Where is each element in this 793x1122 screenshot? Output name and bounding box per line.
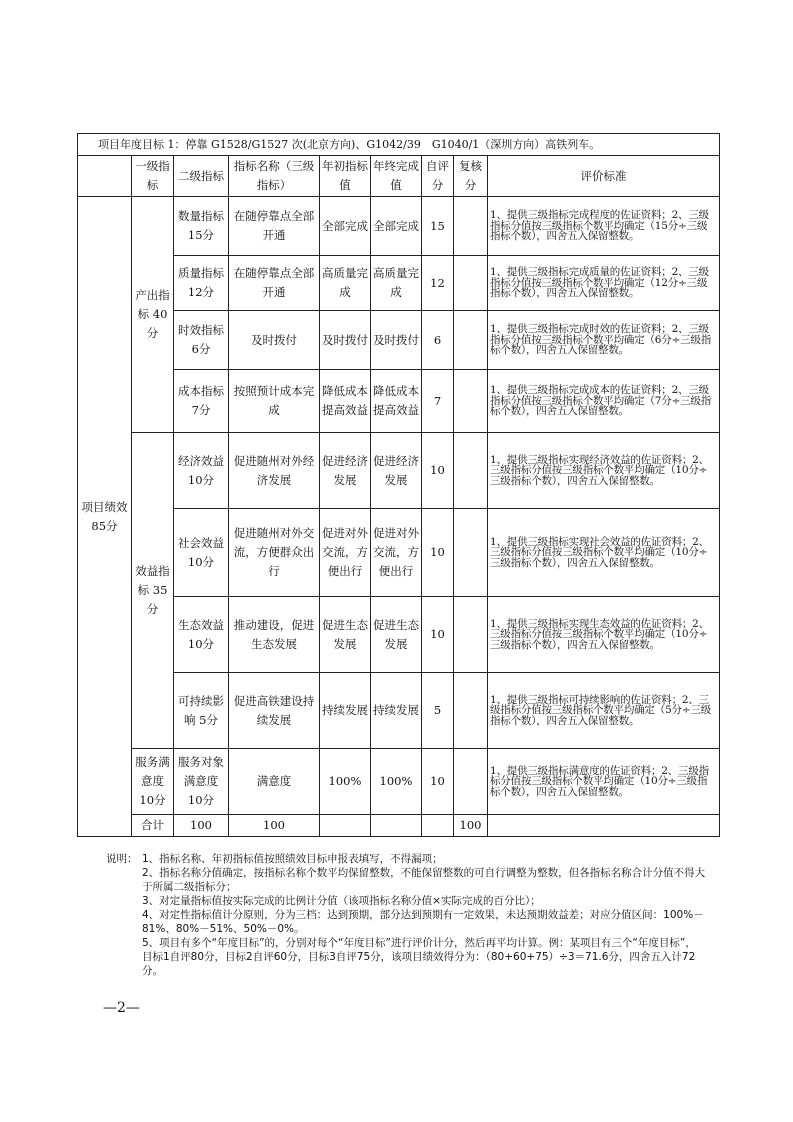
table-row (78, 673, 720, 749)
header-self: 自评分 (422, 156, 454, 197)
level2-cell: 成本指标 7分 (174, 370, 229, 433)
total-label: 合计 (132, 815, 174, 837)
level2-cell: 数量指标 15分 (174, 197, 229, 256)
total-row (78, 815, 720, 837)
header-row (78, 156, 720, 197)
initial-cell: 及时拨付 (320, 311, 371, 370)
table-title: 项目年度目标 1：停靠 G1528/G1527 次(北京方向)、G1042/39 G1040/1（深圳方向）高铁列车。 (78, 134, 720, 156)
total-empty (488, 815, 720, 837)
review-cell (454, 597, 488, 673)
self-score-cell: 6 (422, 311, 454, 370)
criteria-cell: 1、提供三级指标完成质量的佐证资料；2、三级指标分值按三级指标个数平均确定（12分÷三级指标个数），四舍五入保留整数。 (488, 256, 720, 311)
table-row (78, 597, 720, 673)
self-score-cell: 10 (422, 509, 454, 597)
final-cell: 持续发展 (371, 673, 422, 749)
criteria-cell: 1、提供三级指标实现生态效益的佐证资料；2、三级指标分值按三级指标个数平均确定（10分÷三级指标个数），四舍五入保留整数。 (488, 597, 720, 673)
review-cell (454, 509, 488, 597)
self-score-cell: 5 (422, 673, 454, 749)
review-cell (454, 311, 488, 370)
notes-section (106, 852, 706, 978)
criteria-cell: 1、提供三级指标完成成本的佐证资料；2、三级指标分值按三级指标个数平均确定（7分÷三级指标个数），四舍五入保留整数。 (488, 370, 720, 433)
name-cell: 推动建设，促进生态发展 (229, 597, 320, 673)
initial-cell: 持续发展 (320, 673, 371, 749)
initial-cell: 促进经济发展 (320, 433, 371, 509)
initial-cell: 降低成本提高效益 (320, 370, 371, 433)
self-score-cell: 7 (422, 370, 454, 433)
performance-table (77, 133, 720, 837)
self-score-cell: 10 (422, 749, 454, 815)
note-item: 1、指标名称、年初指标值按照绩效目标申报表填写，不得漏项； (142, 853, 443, 865)
note-item: 4、对定性指标值计分原则，分为三档：达到预期，部分达到预期有一定效果，未达预期效益差；对应分值区间：100%－81%、80%－51%、50%－0%。 (142, 909, 704, 935)
level2-cell: 服务对象满意度 10分 (174, 749, 229, 815)
review-cell (454, 749, 488, 815)
criteria-cell: 1、提供三级指标满意度的佐证资料；2、三级指标分值按三级指标个数平均确定（10分÷三级指标个数），四舍五入保留整数。 (488, 749, 720, 815)
name-cell: 促进随州对外经济发展 (229, 433, 320, 509)
table-row (78, 256, 720, 311)
initial-cell: 高质量完成 (320, 256, 371, 311)
level2-cell: 生态效益 10分 (174, 597, 229, 673)
final-cell: 促进对外交流，方便出行 (371, 509, 422, 597)
final-cell: 促进生态发展 (371, 597, 422, 673)
group-service: 服务满意度 10分 (132, 749, 174, 815)
header-blank (78, 156, 132, 197)
criteria-cell: 1、提供三级指标实现社会效益的佐证资料；2、三级指标分值按三级指标个数平均确定（10分÷三级指标个数），四舍五入保留整数。 (488, 509, 720, 597)
header-review: 复核分 (454, 156, 488, 197)
name-cell: 促进随州对外交流，方便群众出行 (229, 509, 320, 597)
total-empty (371, 815, 422, 837)
initial-cell: 100% (320, 749, 371, 815)
header-level2: 二级指标 (174, 156, 229, 197)
criteria-cell: 1、提供三级指标实现经济效益的佐证资料；2、三级指标分值按三级指标个数平均确定（10分÷三级指标个数），四舍五入保留整数。 (488, 433, 720, 509)
final-cell: 及时拨付 (371, 311, 422, 370)
final-cell: 高质量完成 (371, 256, 422, 311)
review-cell (454, 673, 488, 749)
initial-cell: 促进对外交流，方便出行 (320, 509, 371, 597)
note-item: 5、项目有多个“年度目标”的，分别对每个“年度目标”进行评价计分，然后再平均计算。例：某项目有三个“年度目标”，目标1自评80分，目标2自评60分，目标3自评75分，该项目绩效得分为：（80+60+75）÷3＝71.6分，四舍五入计72分。 (142, 937, 696, 977)
name-cell: 在随停靠点全部开通 (229, 256, 320, 311)
total-self: 100 (454, 815, 488, 837)
table-row (78, 197, 720, 256)
final-cell: 100% (371, 749, 422, 815)
table-row (78, 749, 720, 815)
name-cell: 按照预计成本完成 (229, 370, 320, 433)
final-cell: 降低成本提高效益 (371, 370, 422, 433)
table-row (78, 370, 720, 433)
total-empty (320, 815, 371, 837)
final-cell: 促进经济发展 (371, 433, 422, 509)
final-cell: 全部完成 (371, 197, 422, 256)
table-row (78, 311, 720, 370)
header-initial: 年初指标值 (320, 156, 371, 197)
page-number: —2— (103, 1000, 140, 1016)
criteria-cell: 1、提供三级指标完成时效的佐证资料；2、三级指标分值按三级指标个数平均确定（6分÷三级指标个数），四舍五入保留整数。 (488, 311, 720, 370)
name-cell: 及时拨付 (229, 311, 320, 370)
note-item: 2、指标名称分值确定，按指标名称个数平均保留整数，不能保留整数的可自行调整为整数，但各指标名称合计分值不得大于所属二级指标分； (142, 867, 706, 893)
group-output: 产出指标 40分 (132, 197, 174, 433)
header-level1: 一级指标 (132, 156, 174, 197)
review-cell (454, 256, 488, 311)
table-row (78, 509, 720, 597)
criteria-cell: 1、提供三级指标可持续影响的佐证资料；2、三级指标分值按三级指标个数平均确定（5分÷三级指标个数），四舍五入保留整数。 (488, 673, 720, 749)
header-name: 指标名称（三级指标） (229, 156, 320, 197)
note-item: 3、对定量指标值按实际完成的比例计分值（该项指标名称分值×实际完成的百分比）； (142, 895, 541, 907)
total-level1: 100 (174, 815, 229, 837)
initial-cell: 促进生态发展 (320, 597, 371, 673)
top-category: 项目绩效85分 (78, 197, 132, 837)
name-cell: 促进高铁建设持续发展 (229, 673, 320, 749)
self-score-cell: 12 (422, 256, 454, 311)
header-criteria: 评价标准 (488, 156, 720, 197)
review-cell (454, 433, 488, 509)
total-level2: 100 (229, 815, 320, 837)
level2-cell: 时效指标 6分 (174, 311, 229, 370)
total-empty (422, 815, 454, 837)
review-cell (454, 197, 488, 256)
table-row (78, 433, 720, 509)
name-cell: 满意度 (229, 749, 320, 815)
self-score-cell: 10 (422, 433, 454, 509)
level2-cell: 可持续影响 5分 (174, 673, 229, 749)
self-score-cell: 10 (422, 597, 454, 673)
name-cell: 在随停靠点全部开通 (229, 197, 320, 256)
notes-label: 说明： (106, 853, 138, 865)
initial-cell: 全部完成 (320, 197, 371, 256)
self-score-cell: 15 (422, 197, 454, 256)
review-cell (454, 370, 488, 433)
level2-cell: 经济效益 10分 (174, 433, 229, 509)
level2-cell: 质量指标 12分 (174, 256, 229, 311)
criteria-cell: 1、提供三级指标完成程度的佐证资料；2、三级指标分值按三级指标个数平均确定（15分÷三级指标个数），四舍五入保留整数。 (488, 197, 720, 256)
header-final: 年终完成值 (371, 156, 422, 197)
level2-cell: 社会效益 10分 (174, 509, 229, 597)
group-benefit: 效益指标 35分 (132, 433, 174, 749)
